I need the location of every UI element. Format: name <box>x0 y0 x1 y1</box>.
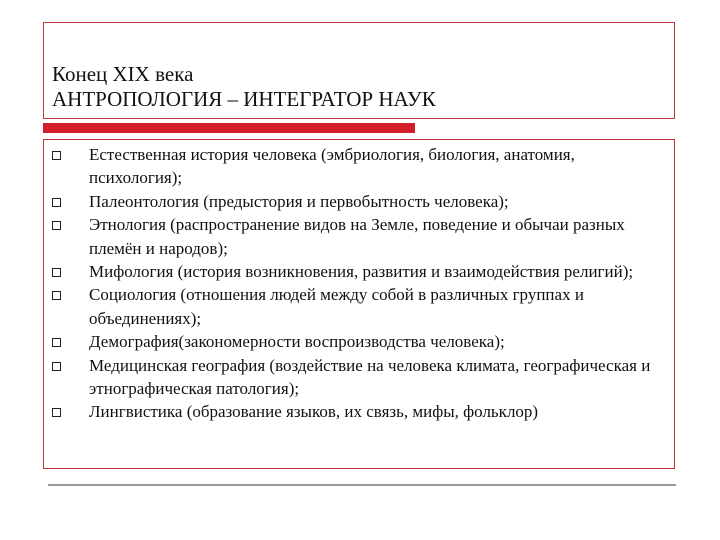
hollow-square-bullet-icon <box>52 338 61 347</box>
list-item-text: Медицинская география (воздействие на человека климата, географическая и этнографическая патология); <box>89 355 651 399</box>
list-item-text: Мифология (история возникновения, развития и взаимодействия религий); <box>89 262 634 282</box>
hollow-square-bullet-icon <box>52 198 61 207</box>
list-item <box>52 283 667 330</box>
accent-bar <box>43 123 415 133</box>
list-item-text: Демография(закономерности воспроизводства человека); <box>89 332 505 352</box>
list-item <box>52 330 667 353</box>
hollow-square-bullet-icon <box>52 362 61 371</box>
list-item-text: Естественная история человека (эмбриология, биология, анатомия, психология); <box>89 145 575 188</box>
list-item <box>52 260 667 283</box>
list-item <box>52 213 667 260</box>
list-item <box>52 354 667 401</box>
title-line-subtitle: Конец XIX века <box>52 62 194 86</box>
footer-divider <box>48 484 676 486</box>
hollow-square-bullet-icon <box>52 291 61 300</box>
list-item <box>52 143 667 190</box>
list-item <box>52 400 667 423</box>
list-item-text: Лингвистика (образование языков, их связь, мифы, фольклор) <box>89 402 539 422</box>
hollow-square-bullet-icon <box>52 221 61 230</box>
title-line-heading: АНТРОПОЛОГИЯ – ИНТЕГРАТОР НАУК <box>52 87 436 111</box>
slide-title <box>52 62 436 112</box>
list-item-text: Палеонтология (предыстория и первобытность человека); <box>89 191 509 211</box>
list-item <box>52 190 667 213</box>
bullet-list <box>52 143 667 424</box>
list-item-text: Этнология (распространение видов на Земле, поведение и обычаи разных племён и народов); <box>89 215 625 258</box>
hollow-square-bullet-icon <box>52 408 61 417</box>
hollow-square-bullet-icon <box>52 151 61 160</box>
list-item-text: Социология (отношения людей между собой в различных группах и объединениях); <box>89 285 584 328</box>
hollow-square-bullet-icon <box>52 268 61 277</box>
